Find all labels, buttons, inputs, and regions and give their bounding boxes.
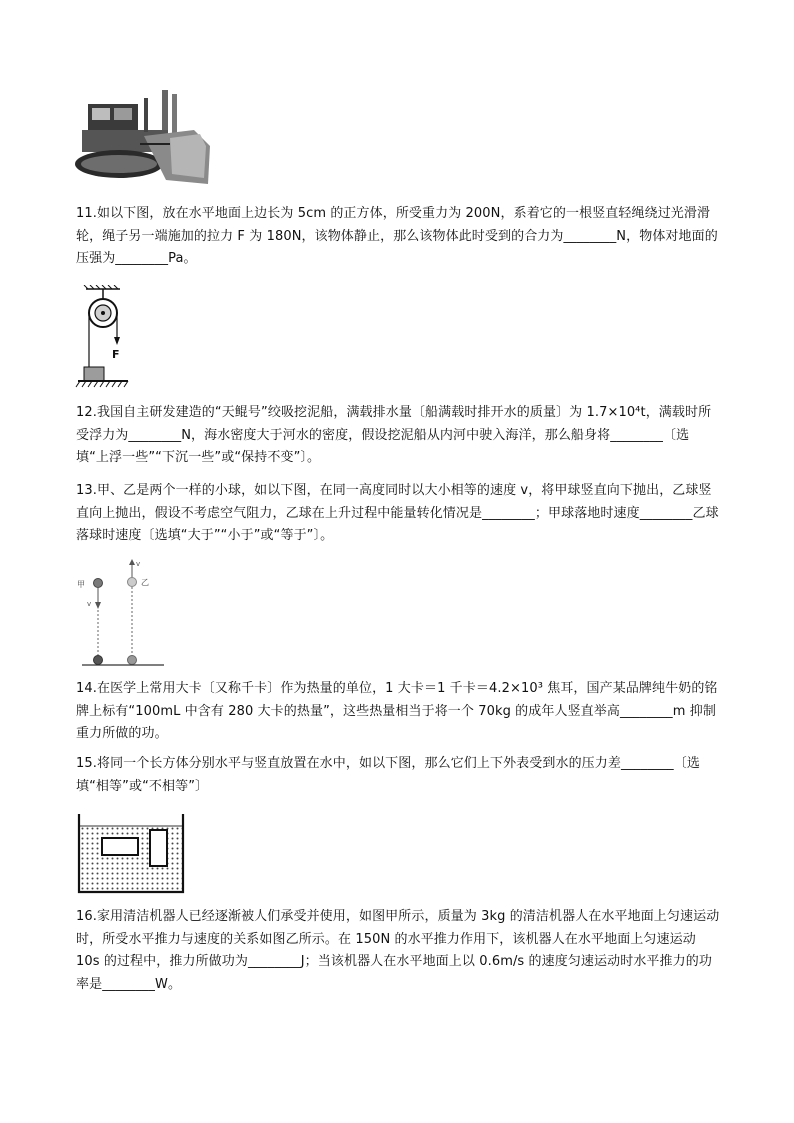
velocity-label-left: v xyxy=(87,600,92,608)
velocity-label-right: v xyxy=(136,560,141,568)
force-f-label: F xyxy=(112,348,120,361)
question-15: 15.将同一个长方体分别水平与竖直放置在水中，如以下图，那么它们上下外表受到水的压力差________〔选填“相等”或“不相等”〕 xyxy=(76,756,700,794)
ball-yi-label: 乙 xyxy=(141,578,149,587)
question-14: 14.在医学上常用大卡〔又称千卡〕作为热量的单位，1 大卡＝1 千卡＝4.2×10³ 焦耳，国产某品牌纯牛奶的铭牌上标有“100mL 中含有 280 大卡的热量”，这些热量相当于将一个 70kg 的成年人竖直举高________m 抑制重力所做的功。 xyxy=(76,681,718,741)
ball-jia-label: 甲 xyxy=(77,580,85,589)
question-12: 12.我国自主研发建造的“天鲲号”绞吸挖泥船，满载排水量〔船满载时排开水的质量〕为 1.7×10⁴t，满载时所受浮力为________N，海水密度大于河水的密度，假设挖泥船从内河中驶入海洋，那么船身将________〔选填“上浮一些”“下沉一些”或“保持不变”〕。 xyxy=(76,405,712,465)
question-16: 16.家用清洁机器人已经逐渐被人们承受并使用，如图甲所示，质量为 3kg 的清洁机器人在水平地面上匀速运动时，所受水平推力与速度的关系如图乙所示。在 150N 的水平推力作用下，该机器人在水平地面上匀速运动 10s 的过程中，推力所做功为________J；当该机器人在水平地面上以 0.6m/s 的速度匀速运动时水平推力的功率是________W。 xyxy=(76,909,720,992)
pulley-figure xyxy=(74,285,130,391)
water-tank-figure xyxy=(76,812,186,894)
question-11: 11.如以下图，放在水平地面上边长为 5cm 的正方体，所受重力为 200N，系着它的一根竖直轻绳绕过光滑滑轮，绳子另一端施加的拉力 F 为 180N，该物体静止，那么该物体此时受到的合力为________N，物体对地面的压强为________Pa。 xyxy=(76,206,718,266)
two-balls-figure xyxy=(74,556,166,670)
question-13: 13.甲、乙是两个一样的小球，如以下图，在同一高度同时以大小相等的速度 v，将甲球竖直向下抛出，乙球竖直向上抛出，假设不考虑空气阻力，乙球在上升过程中能量转化情况是________；甲球落地时速度________乙球落球时速度〔选填“大于”“小于”或“等于”〕。 xyxy=(76,483,719,543)
bulldozer-figure xyxy=(74,84,214,190)
